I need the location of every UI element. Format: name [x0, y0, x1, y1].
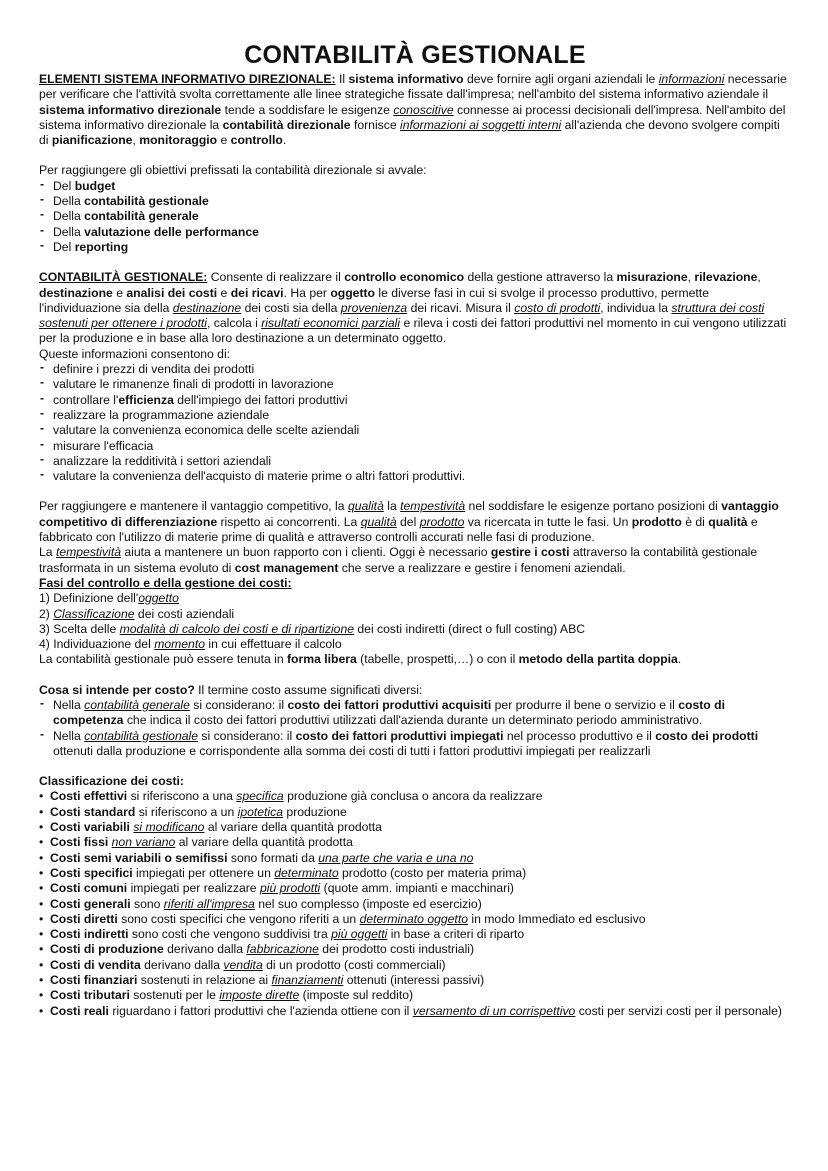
- text-run: la: [383, 499, 401, 514]
- list-item: [39, 988, 791, 1003]
- text-run: 4) Individuazione del: [39, 637, 155, 652]
- text-run: nel processo produttivo e il: [503, 728, 656, 743]
- text-run: fornisce: [350, 117, 401, 132]
- text-run: e: [217, 285, 231, 300]
- emphasis-text: non variano: [111, 835, 176, 850]
- text-run: e: [217, 133, 231, 148]
- emphasis-text: più oggetti: [331, 927, 388, 942]
- text-run: Queste informazioni consentono di:: [39, 346, 231, 361]
- emphasis-text: vendita: [223, 957, 263, 972]
- emphasis-text: informazioni: [658, 72, 725, 86]
- emphasis-text: costo di prodotti: [514, 300, 601, 315]
- emphasis-text: fabbricazione: [246, 942, 319, 957]
- emphasis-text: modalità di calcolo dei costi e di ripartizione: [119, 621, 355, 636]
- text-run: prodotto (costo per materia prima): [338, 865, 527, 880]
- text-run: rispetto ai concorrenti. La: [217, 514, 361, 529]
- page-title: CONTABILITÀ GESTIONALE: [244, 41, 586, 69]
- bold-text: Costi diretti: [50, 911, 118, 926]
- text-run: .: [677, 652, 682, 667]
- bold-text: sistema informativo direzionale: [39, 102, 222, 117]
- list-informazioni: [39, 362, 791, 484]
- bold-text: forma libera: [287, 652, 357, 667]
- list-fasi: [39, 591, 791, 667]
- bold-text: Costi finanziari: [50, 973, 138, 988]
- list-item: [39, 423, 791, 438]
- list-item: [39, 1004, 791, 1019]
- text-run: dei prodotto costi industriali): [318, 942, 475, 957]
- emphasis-text: provenienza: [340, 300, 408, 315]
- text-run: valutare la convenienza economica delle scelte aziendali: [53, 423, 360, 438]
- bold-text: oggetto: [330, 285, 376, 300]
- bold-text: analisi dei costi: [126, 285, 218, 300]
- text-run: Del: [53, 178, 75, 193]
- list-item: [39, 805, 791, 820]
- text-run: valutare le rimanenze finali di prodotti in lavorazione: [53, 377, 334, 392]
- text-run: 3) Scelta delle: [39, 621, 120, 636]
- emphasis-text: qualità: [360, 514, 397, 529]
- section-heading-text: ELEMENTI SISTEMA INFORMATIVO DIREZIONALE:: [39, 72, 336, 86]
- text-run: Per raggiungere gli obiettivi prefissati la contabilità direzionale si avvale:: [39, 163, 427, 178]
- text-run: necessarie per verificare che l'attività svolta correttamente alle linee strategiche fissate dall'impresa; nell'ambito del sistema informativo aziendale il: [39, 72, 787, 102]
- bold-text: Costi fissi: [50, 835, 109, 850]
- bold-text: destinazione: [39, 285, 113, 300]
- bold-text: misurazione: [616, 270, 688, 285]
- emphasis-text: ipotetica: [237, 804, 284, 819]
- list-item: [39, 866, 791, 881]
- text-run: 1) Definizione dell': [39, 591, 139, 606]
- list-item: [39, 225, 791, 240]
- bold-text: Costi variabili: [50, 820, 130, 835]
- paragraph-informazioni-intro: [39, 347, 791, 362]
- bold-text: Costi generali: [50, 896, 131, 911]
- list-item: [39, 240, 791, 255]
- text-run: (imposte sul reddito): [299, 988, 414, 1003]
- text-run: nel soddisfare le esigenze portano posizioni di: [465, 499, 722, 514]
- bold-text: Costi comuni: [50, 881, 128, 896]
- bold-text: pianificazione: [51, 133, 133, 148]
- emphasis-text: contabilità generale: [84, 697, 190, 712]
- text-run: Della: [53, 224, 85, 239]
- emphasis-text: determinato oggetto: [359, 911, 468, 926]
- bold-text: costo di competenza: [53, 697, 725, 728]
- phase-line: [39, 652, 791, 667]
- bold-text: efficienza: [118, 392, 174, 407]
- text-run: sono formati da: [227, 850, 319, 865]
- list-significati-costo: [39, 698, 791, 759]
- list-item: [39, 698, 791, 729]
- emphasis-text: imposte dirette: [219, 988, 300, 1003]
- list-item: [39, 897, 791, 912]
- list-item: [39, 362, 791, 377]
- paragraph-sistema-informativo: [39, 72, 791, 148]
- list-item: [39, 851, 791, 866]
- text-run: Per raggiungere e mantenere il vantaggio competitivo, la: [39, 499, 348, 514]
- bold-text: Costi di vendita: [50, 957, 141, 972]
- text-run: in base a criteri di riparto: [387, 927, 525, 942]
- emphasis-text: conoscitive: [393, 102, 454, 117]
- list-item: [39, 729, 791, 760]
- text-run: . Ha per: [283, 285, 331, 300]
- list-item: [39, 927, 791, 942]
- text-run: misurare l'efficacia: [53, 438, 154, 453]
- text-run: dell'impiego dei fattori produttivi: [173, 392, 348, 407]
- text-run: produzione già conclusa o ancora da realizzare: [283, 789, 543, 804]
- list-item: [39, 881, 791, 896]
- bold-text: valutazione delle performance: [84, 224, 259, 239]
- text-run: in cui effettuare il calcolo: [205, 637, 342, 652]
- bold-text: sistema informativo: [348, 72, 464, 86]
- text-run: dei ricavi. Misura il: [407, 300, 515, 315]
- list-item: [39, 942, 791, 957]
- text-run: ottenuti (interessi passivi): [343, 973, 485, 988]
- bold-text: costo dei prodotti: [655, 728, 759, 743]
- paragraph-vantaggio-competitivo: [39, 499, 791, 545]
- text-run: si riferiscono a una: [127, 789, 237, 804]
- bold-text: controllo: [230, 133, 283, 148]
- bold-text: gestire i costi: [490, 545, 570, 560]
- paragraph-cosa-costo: [39, 683, 791, 698]
- text-run: Nella: [53, 697, 85, 712]
- text-run: impiegati per ottenere un: [132, 865, 275, 880]
- text-run: Della: [53, 194, 85, 209]
- text-run: Nella: [53, 728, 85, 743]
- bold-text: Cosa si intende per costo?: [39, 682, 195, 697]
- list-item: [39, 789, 791, 804]
- emphasis-text: una parte che varia e una no: [318, 850, 474, 865]
- bold-text: Costi reali: [50, 1003, 109, 1018]
- emphasis-text: risultati economici parziali: [261, 316, 401, 331]
- bold-text: rilevazione: [694, 270, 758, 285]
- text-run: connesse ai processi decisionali dell'impresa. Nell'ambito del sistema informativo direzionale la: [39, 102, 786, 132]
- text-run: tende a soddisfare le esigenze: [221, 102, 394, 117]
- text-run: si considerano: il: [198, 728, 296, 743]
- paragraph-obiettivi: [39, 163, 791, 178]
- list-item: [39, 469, 791, 484]
- text-run: all'azienda che devono svolgere compiti di: [39, 117, 780, 148]
- phase-line: [39, 607, 791, 622]
- text-run: nel suo complesso (imposte ed esercizio): [254, 896, 482, 911]
- section-heading-text: CONTABILITÀ GESTIONALE:: [39, 270, 208, 285]
- text-run: va ricercata in tutte le fasi. Un: [464, 514, 632, 529]
- text-run: impiegati per realizzare: [127, 881, 260, 896]
- text-run: (quote amm. impianti e macchinari): [320, 881, 514, 896]
- phase-line: [39, 622, 791, 637]
- text-run: , individua la: [600, 300, 672, 315]
- emphasis-text: tempestività: [55, 545, 121, 560]
- emphasis-text: tempestività: [400, 499, 466, 514]
- bold-text: Costi indiretti: [50, 927, 129, 942]
- bold-text: Costi di produzione: [50, 942, 164, 957]
- list-item: [39, 820, 791, 835]
- text-run: (tabelle, prospetti,…) o con il: [356, 652, 519, 667]
- text-run: sostenuti per le: [129, 988, 220, 1003]
- emphasis-text: oggetto: [138, 591, 179, 606]
- bold-text: controllo economico: [344, 270, 465, 285]
- bold-text: contabilità direzionale: [222, 117, 351, 132]
- emphasis-text: più prodotti: [259, 881, 321, 896]
- emphasis-text: destinazione: [172, 300, 242, 315]
- list-item: [39, 912, 791, 927]
- emphasis-text: finanziamenti: [271, 973, 344, 988]
- text-run: riguardano i fattori produttivi che l'azienda ottiene con il: [108, 1003, 413, 1018]
- text-run: La: [39, 545, 56, 560]
- list-item: [39, 439, 791, 454]
- bold-text: Costi standard: [50, 804, 136, 819]
- emphasis-text: contabilità gestionale: [84, 728, 199, 743]
- text-run: si considerano: il: [189, 697, 288, 712]
- text-run: e rileva i costi dei fattori produttivi nel momento in cui vengono utilizzati per la produzione e in base alla loro destinazione a un determinato oggetto.: [39, 316, 787, 346]
- list-item: [39, 958, 791, 973]
- text-run: Della: [53, 209, 85, 224]
- text-run: Il termine costo assume significati diversi:: [194, 682, 423, 697]
- emphasis-text: prodotto: [419, 514, 465, 529]
- bold-text: dei ricavi: [230, 285, 284, 300]
- text-run: Consente di realizzare il: [207, 270, 345, 285]
- bold-text: costo dei fattori produttivi impiegati: [295, 728, 504, 743]
- phase-line: [39, 637, 791, 652]
- emphasis-text: informazioni ai soggetti interni: [400, 117, 562, 132]
- text-run: ,: [757, 270, 761, 285]
- bold-text: monitoraggio: [139, 133, 218, 148]
- text-run: del: [396, 514, 420, 529]
- text-run: Il: [335, 72, 349, 86]
- bold-text: Classificazione dei costi:: [39, 774, 184, 789]
- bold-text: Costi tributari: [50, 988, 130, 1003]
- emphasis-text: versamento di un corrispettivo: [412, 1003, 576, 1018]
- text-run: si riferiscono a un: [135, 804, 238, 819]
- list-item: [39, 454, 791, 469]
- text-run: analizzare la redditività i settori aziendali: [53, 453, 272, 468]
- text-run: controllare l': [53, 392, 119, 407]
- text-run: valutare la convenienza dell'acquisto di materie prime o altri fattori produttivi.: [53, 469, 466, 484]
- bold-text: metodo della partita doppia: [518, 652, 678, 667]
- bold-text: Costi specifici: [50, 865, 133, 880]
- document-page: [39, 40, 791, 1019]
- text-run: ,: [132, 133, 140, 148]
- emphasis-text: momento: [154, 637, 205, 652]
- text-run: La contabilità gestionale può essere tenuta in: [39, 652, 287, 667]
- text-run: attraverso la contabilità gestionale trasformata in un sistema evoluto di: [39, 545, 758, 575]
- paragraph-contabilita-gestionale: [39, 270, 791, 346]
- list-item: [39, 194, 791, 209]
- bold-text: budget: [74, 178, 116, 193]
- text-run: dei costi aziendali: [134, 606, 235, 621]
- emphasis-text: Classificazione: [53, 606, 135, 621]
- text-run: deve fornire agli organi aziendali le: [463, 72, 659, 86]
- list-item: [39, 973, 791, 988]
- text-run: aiuta a mantenere un buon rapporto con i clienti. Oggi è necessario: [120, 545, 491, 560]
- heading-classificazione-costi: [39, 774, 791, 789]
- list-strumenti: [39, 179, 791, 255]
- list-item: [39, 209, 791, 224]
- paragraph-tempestivita: [39, 545, 791, 576]
- text-run: al variare della quantità prodotta: [175, 835, 353, 850]
- text-run: al variare della quantità prodotta: [204, 820, 382, 835]
- text-run: è di: [681, 514, 709, 529]
- bold-text: contabilità gestionale: [84, 194, 209, 209]
- text-run: ottenuti dalla produzione e corrispondente alla somma dei costi di tutti i fattori produttivi impiegati per realizzarli: [53, 743, 651, 758]
- text-run: sono costi specifici che vengono riferiti a un: [117, 911, 360, 926]
- list-item: [39, 408, 791, 423]
- emphasis-text: determinato: [274, 865, 339, 880]
- text-run: derivano dalla: [140, 957, 224, 972]
- bold-text: reporting: [74, 239, 129, 254]
- text-run: realizzare la programmazione aziendale: [53, 407, 270, 422]
- text-run: della gestione attraverso la: [464, 270, 617, 285]
- bold-text: contabilità generale: [84, 209, 199, 224]
- text-run: dei costi indiretti (direct o full costing) ABC: [354, 621, 585, 636]
- text-run: .: [282, 133, 287, 148]
- bold-text: vantaggio competitivo di differenziazione: [39, 499, 779, 529]
- bold-text: Costi semi variabili o semifissi: [50, 850, 228, 865]
- emphasis-text: riferiti all'impresa: [163, 896, 255, 911]
- text-run: dei costi sia della: [241, 300, 341, 315]
- bold-text: costo dei fattori produttivi acquisiti: [287, 697, 492, 712]
- list-item: [39, 835, 791, 850]
- list-item: [39, 393, 791, 408]
- text-run: 2): [39, 606, 54, 621]
- list-item: [39, 377, 791, 392]
- bold-text: Costi effettivi: [50, 789, 128, 804]
- heading-fasi-controllo: [39, 576, 791, 591]
- text-run: definire i prezzi di vendita dei prodotti: [53, 362, 255, 377]
- text-run: che indica il costo dei fattori produttivi utilizzati dall'azienda durante un determinato periodo amministrativo.: [123, 713, 703, 728]
- text-run: che serve a realizzare e gestire i fenomeni aziendali.: [338, 560, 626, 575]
- text-run: sono costi che vengono suddivisi tra: [128, 927, 332, 942]
- list-classificazione-costi: [39, 789, 791, 1018]
- text-run: produzione: [283, 804, 347, 819]
- emphasis-text: specifica: [236, 789, 284, 804]
- text-run: le diverse fasi in cui si svolge il processo produttivo, permette l'individuazione sia della: [39, 285, 709, 315]
- bold-text: qualità: [708, 514, 748, 529]
- bold-text: cost management: [234, 560, 339, 575]
- text-run: Del: [53, 239, 75, 254]
- emphasis-text: struttura dei costi sostenuti per ottenere i prodotti: [39, 300, 765, 331]
- text-run: sono: [130, 896, 164, 911]
- text-run: e fabbricato con l'utilizzo di materie prime di qualità e attraverso controlli accurati nelle fasi di produzione.: [39, 514, 758, 545]
- text-run: in modo Immediato ed esclusivo: [468, 911, 646, 926]
- text-run: di un prodotto (costi commerciali): [262, 957, 446, 972]
- text-run: sostenuti in relazione ai: [137, 973, 272, 988]
- text-run: derivano dalla: [163, 942, 247, 957]
- text-run: e: [112, 285, 127, 300]
- text-run: per produrre il bene o servizio e il: [491, 697, 679, 712]
- emphasis-text: qualità: [347, 499, 384, 514]
- bold-text: prodotto: [631, 514, 682, 529]
- text-run: ,: [687, 270, 695, 285]
- text-run: , calcola i: [207, 316, 262, 331]
- phase-line: [39, 591, 791, 606]
- text-run: costi per servizi costi per il personale): [575, 1003, 782, 1018]
- section-heading-text: Fasi del controllo e della gestione dei costi:: [39, 575, 292, 590]
- list-item: [39, 179, 791, 194]
- emphasis-text: si modificano: [133, 820, 205, 835]
